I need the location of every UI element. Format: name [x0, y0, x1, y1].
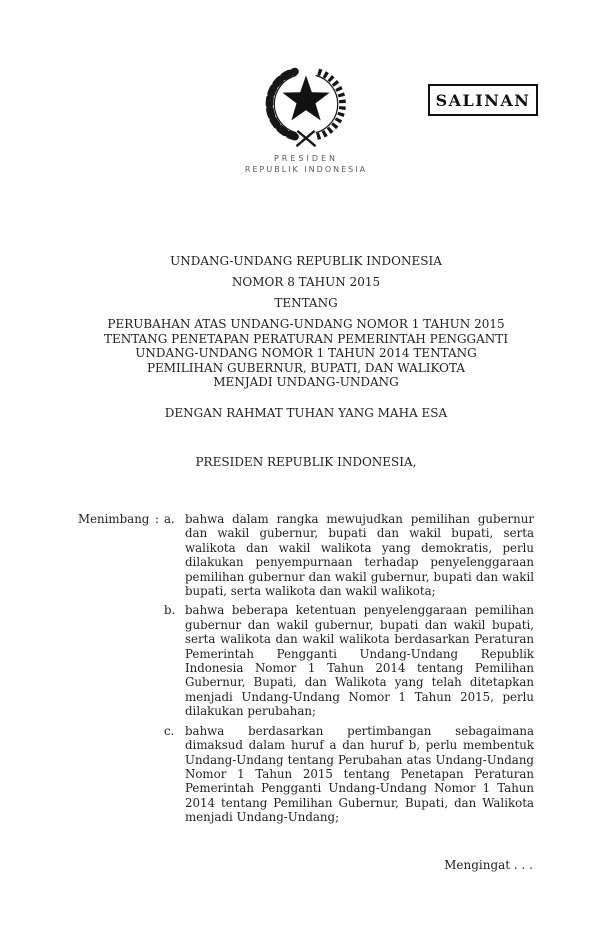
considerations-label: Menimbang: [78, 512, 150, 526]
consideration-item: [164, 512, 534, 598]
issuer-line: PRESIDEN REPUBLIK INDONESIA,: [195, 455, 417, 469]
letterhead: [0, 62, 612, 174]
consideration-item: [164, 603, 534, 718]
subject-line: PEMILIHAN GUBERNUR, BUPATI, DAN WALIKOTA: [146, 360, 466, 375]
salinan-label: SALINAN: [435, 90, 531, 110]
item-marker: b.: [164, 603, 176, 618]
law-title: UNDANG-UNDANG REPUBLIK INDONESIA: [170, 254, 442, 268]
page-continuation-catchword: Mengingat . . .: [444, 858, 533, 872]
considerations-colon: :: [155, 512, 159, 526]
subject-line: TENTANG PENETAPAN PERATURAN PEMERINTAH PENGGANTI: [103, 331, 509, 346]
item-text: bahwa berdasarkan pertimbangan sebagaimana dimaksud dalam huruf a dan huruf b, perlu membentuk Undang-Undang tentang Perubahan atas Undang-Undang Nomor 1 Tahun 2015 tentang Penetapan Peraturan Pemerintah Pengganti Undang-Undang Nomor 1 Tahun 2014 tentang Pemilihan Gubernur, Bupati, dan Walikota menjadi Undang-Undang;: [185, 723, 534, 825]
letterhead-line2: REPUBLIK INDONESIA: [244, 165, 368, 174]
subject-line: MENJADI UNDANG-UNDANG: [213, 375, 399, 389]
considerations-items: [164, 512, 534, 825]
subject-line: UNDANG-UNDANG NOMOR 1 TAHUN 2014 TENTANG: [135, 346, 477, 360]
subject-lines: [0, 317, 612, 390]
considerations-section: [78, 512, 534, 825]
item-text: bahwa dalam rangka mewujudkan pemilihan gubernur dan wakil gubernur, bupati dan wakil bupati, serta walikota dan wakil walikota yang demokratis, perlu dilakukan penyempurnaan terhadap penyelenggaraan pemilihan gubernur dan wakil gubernur, bupati dan wakil bupati, serta walikota dan wakil walikota;: [185, 512, 534, 599]
about-label: TENTANG: [274, 296, 338, 310]
invocation-line: DENGAN RAHMAT TUHAN YANG MAHA ESA: [164, 406, 448, 420]
letterhead-line1: PRESIDEN: [273, 154, 339, 163]
presidential-seal-icon: [258, 62, 354, 150]
consideration-item: [164, 724, 534, 825]
star-icon: [282, 75, 329, 120]
item-marker: a.: [164, 512, 175, 526]
item-marker: c.: [164, 723, 175, 738]
item-text: bahwa beberapa ketentuan penyelenggaraan pemilihan gubernur dan wakil gubernur, bupati dan wakil bupati, serta walikota dan wakil walikota berdasarkan Peraturan Pemerintah Pengganti Undang-Undang Republik Indonesia Nomor 1 Tahun 2014 tentang Pemilihan Gubernur, Bupati, dan Walikota yang telah ditetapkan menjadi Undang-Undang Nomor 1 Tahun 2015, perlu dilakukan perubahan;: [185, 603, 534, 719]
law-number: NOMOR 8 TAHUN 2015: [231, 275, 381, 289]
title-block: [0, 251, 612, 390]
subject-line: PERUBAHAN ATAS UNDANG-UNDANG NOMOR 1 TAHUN 2015: [107, 317, 505, 331]
